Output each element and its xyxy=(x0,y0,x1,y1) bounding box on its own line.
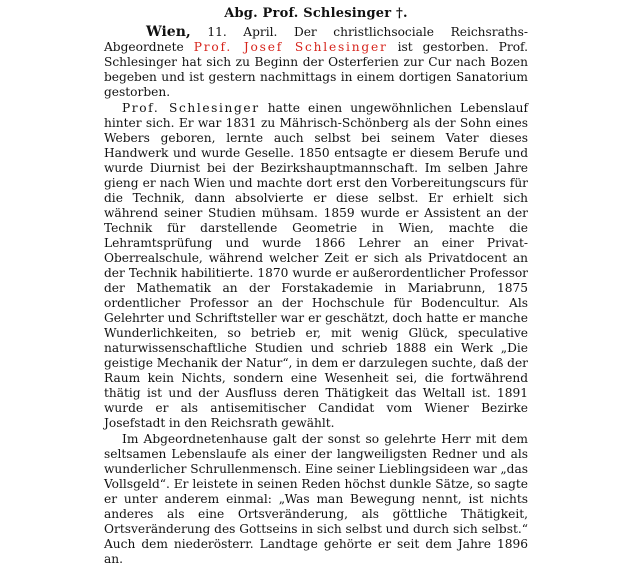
paragraph-1 xyxy=(104,25,528,100)
paragraph-1-text-b: ist gestorben. Prof. Schlesinger hat sich zu Beginn der Osterferien zur Cur nach Bozen begeben und ist gestern nachmittags in einem dortigen Sanatorium gestorben. xyxy=(104,40,528,99)
paragraph-3 xyxy=(104,432,528,567)
paragraph-2-text: hatte einen ungewöhnlichen Lebenslauf hinter sich. Er war 1831 zu Mährisch-Schönberg als der Sohn eines Webers geboren, lernte auch selbst bei seinem Vater dieses Handwerk und wurde Geselle. 1850 entsagte er diesem Berufe und wurde Diurnist bei der Bezirkshauptmannschaft. Im selben Jahre gieng er nach Wien und machte dort erst den Vorbereitungscurs für die Technik, dann absolvierte er diese selbst. Er erhielt sich während seiner Studien mühsam. 1859 wurde er Assistent an der Technik für darstellende Geometrie in Wien, machte die Lehramtsprüfung und wurde 1866 Lehrer an einer Privat-Oberrealschule, während welcher Zeit er sich als Privatdocent an der Technik habilitierte. 1870 wurde er außerordentlicher Professor der Mathematik an der Forstakademie in Mariabrunn, 1875 ordentlicher Professor an der Hochschule für Bodencultur. Als Gelehrter und Schriftsteller war er geschätzt, doch hatte er manche Wunderlichkeiten, so betrieb er, mit wenig Glück, speculative naturwissenschaftliche Studien und schrieb 1888 ein Werk „Die geistige Mechanik der Natur“, in dem er darzulegen suchte, daß der Raum kein Nichts, sondern eine Wesenheit sei, die fortwährend thätig ist und der Ausfluss deren Thätigkeit das Weltall ist. 1891 wurde er als antisemitischer Candidat vom Wiener Bezirke Josefstadt in den Reichsrath gewählt. xyxy=(104,101,528,430)
paragraph-3-text: Im Abgeordnetenhause galt der sonst so gelehrte Herr mit dem seltsamen Lebenslaufe als einer der langweiligsten Redner und als wunderlicher Schrullenmensch. Eine seiner Lieblingsideen war „das Vollsgeld“. Er leistete in seinen Reden höchst dunkle Sätze, so sagte er unter anderem einmal: „Was man Bewegung nennt, ist nichts anderes als eine Ortsveränderung, als göttliche Thätigkeit, Ortsveränderung des Gottseins in sich selbst und durch sich selbst.“ Auch dem niederösterr. Landtage gehörte er seit dem Jahre 1896 an. xyxy=(104,432,528,566)
article-heading: Abg. Prof. Schlesinger †. xyxy=(224,6,408,21)
dateline-city: Wien, xyxy=(146,24,191,40)
paragraph-1-text-a: Der christlichsociale Reichsraths-Abgeordnete xyxy=(104,25,528,54)
paragraph-2 xyxy=(104,101,528,431)
paragraph-2-name: Prof. Schlesinger xyxy=(122,101,260,115)
dateline-date: 11. April. xyxy=(207,25,278,39)
highlighted-name: Prof. Josef Schlesinger xyxy=(193,40,388,54)
